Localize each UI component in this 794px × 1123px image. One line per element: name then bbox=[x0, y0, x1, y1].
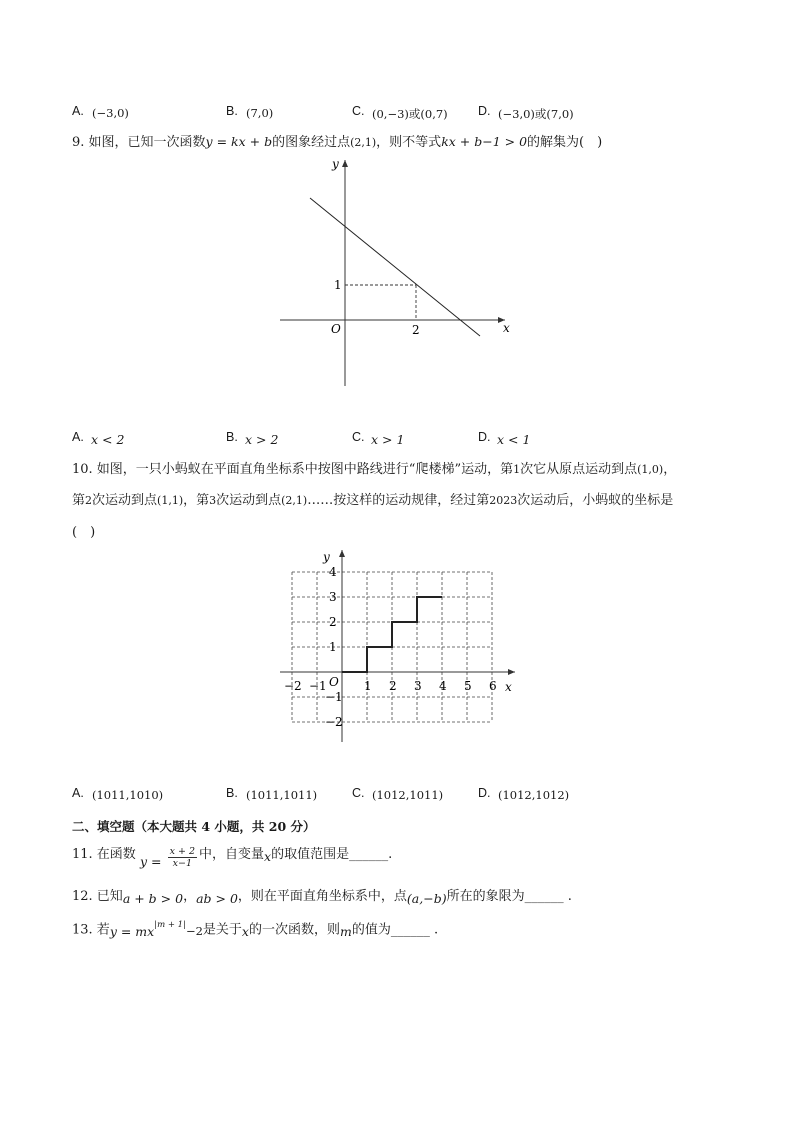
q13-variable-m: m bbox=[339, 924, 352, 940]
q9-stem-suffix: 的解集为( ) bbox=[527, 135, 603, 150]
q10-figure bbox=[275, 545, 525, 750]
q10-stem-line1 bbox=[72, 462, 676, 478]
q10-answer-paren: ( ) bbox=[72, 525, 96, 540]
q10-x-tick-label: 1 bbox=[364, 679, 372, 693]
q13-prefix: 13. 若 bbox=[72, 922, 110, 938]
section-heading-fill-in: 二、填空题（本大题共 4 小题，共 20 分） bbox=[72, 819, 316, 834]
q9-option-d-text: x < 1 bbox=[497, 432, 531, 447]
q13-mid2: 的一次函数，则 bbox=[248, 922, 340, 938]
q10-option-a-letter: A. bbox=[72, 786, 84, 800]
q12-condition-1: a + b > 0 bbox=[122, 891, 184, 906]
q10-x-label: x bbox=[505, 680, 512, 694]
q9-figure bbox=[270, 150, 520, 395]
q11-fraction bbox=[168, 846, 197, 869]
q8-option-b-letter: B. bbox=[226, 104, 238, 118]
q10-x-tick-label: 6 bbox=[489, 679, 497, 693]
q10-x-tick-label: 4 bbox=[439, 679, 447, 693]
q10-x-tick-label: −1 bbox=[309, 679, 327, 693]
q10-option-d-text: (1012,1012) bbox=[498, 788, 570, 802]
q9-tick-x-label: 2 bbox=[412, 323, 420, 337]
q9-y-label: y bbox=[332, 157, 339, 171]
q10-line2-text-e: ……按这样的运动规律，经过第 bbox=[307, 493, 490, 508]
q9-point: (2,1) bbox=[350, 136, 377, 149]
q10-option-a-text: (1011,1010) bbox=[92, 788, 164, 802]
q8-option-c-text: (0,−3)或(0,7) bbox=[372, 107, 448, 121]
q11-prefix: 11. 在函数 bbox=[72, 847, 136, 862]
q12-prefix: 12. 已知 bbox=[72, 889, 123, 904]
q11-stem bbox=[72, 846, 392, 876]
q10-line2-text-c: ，第 bbox=[183, 493, 210, 508]
q10-y-label: y bbox=[323, 550, 330, 564]
q11-numerator: x + 2 bbox=[169, 846, 196, 857]
q8-option-b-text: (7,0) bbox=[246, 106, 274, 120]
q9-option-b-text: x > 2 bbox=[245, 432, 279, 447]
q10-line2-num: 2 bbox=[85, 494, 93, 507]
q9-option-a-letter: A. bbox=[72, 430, 84, 444]
q10-line2-text-a: 第 bbox=[72, 493, 86, 508]
q10-option-b-letter: B. bbox=[226, 786, 238, 800]
q10-y-tick-label: 2 bbox=[329, 615, 337, 629]
q10-stem-line2 bbox=[72, 493, 673, 509]
q8-option-d-letter: D. bbox=[478, 104, 491, 118]
q12-stem bbox=[72, 888, 572, 905]
q10-line1-text-a: 10. 如图，一只小蚂蚁在平面直角坐标系中按图中路线进行“爬楼梯”运动，第 bbox=[72, 462, 514, 477]
q9-tick-y-label: 1 bbox=[334, 278, 342, 292]
q9-option-a-text: x < 2 bbox=[91, 432, 125, 447]
q11-denominator: x−1 bbox=[172, 858, 192, 869]
q8-option-d-text: (−3,0)或(7,0) bbox=[498, 107, 574, 121]
q13-suffix-blank: 的值为______ . bbox=[351, 922, 439, 938]
q10-option-d-letter: D. bbox=[478, 786, 491, 800]
q10-y-tick-label: −1 bbox=[325, 690, 343, 704]
q10-option-c-letter: C. bbox=[352, 786, 365, 800]
q9-origin-label: O bbox=[331, 322, 341, 336]
q10-y-tick-label: 3 bbox=[329, 590, 337, 604]
q13-stem bbox=[72, 918, 438, 938]
q10-y-tick-label: 1 bbox=[329, 640, 337, 654]
q12-mid: ，则在平面直角坐标系中，点 bbox=[237, 889, 407, 904]
q10-x-tick-label: −2 bbox=[284, 679, 302, 693]
q10-x-tick-labels bbox=[284, 679, 497, 693]
q10-line2-num3: 3 bbox=[209, 494, 217, 507]
q10-origin-label: O bbox=[329, 675, 339, 689]
q11-y-equals: y = bbox=[139, 854, 162, 869]
q10-line2-point1: (1,1) bbox=[157, 494, 184, 507]
q12-suffix-blank: 所在的象限为______ . bbox=[446, 889, 572, 904]
q9-stem-mid2: ，则不等式 bbox=[376, 135, 442, 150]
q13-exponent: |m + 1| bbox=[154, 920, 186, 930]
q10-line1-text-b: 次它从原点运动到点 bbox=[520, 462, 638, 477]
q10-x-tick-label: 3 bbox=[414, 679, 422, 693]
q10-x-tick-label: 2 bbox=[389, 679, 397, 693]
q12-separator: ， bbox=[183, 889, 197, 904]
q10-line2-text-b: 次运动到点 bbox=[92, 493, 158, 508]
q9-function: y = kx + b bbox=[205, 134, 273, 149]
q8-option-a-letter: A. bbox=[72, 104, 84, 118]
q13-mid: 是关于 bbox=[202, 922, 242, 938]
q8-option-a-text: (−3,0) bbox=[92, 106, 129, 120]
q11-mid: 中，自变量 bbox=[199, 847, 265, 862]
q10-line2-point2: (2,1) bbox=[281, 494, 308, 507]
q9-option-c-text: x > 1 bbox=[371, 432, 405, 447]
q11-variable: x bbox=[264, 849, 272, 864]
q10-line2-text-f: 次运动后，小蚂蚁的坐标是 bbox=[517, 493, 674, 508]
q10-line2-text-d: 次运动到点 bbox=[216, 493, 282, 508]
q9-function-line bbox=[310, 198, 480, 336]
q10-line1-point: (1,0) bbox=[637, 463, 664, 476]
q8-option-c-letter: C. bbox=[352, 104, 365, 118]
q13-function: y = mx bbox=[109, 924, 155, 940]
q9-inequality: kx + b−1 > 0 bbox=[441, 134, 528, 149]
q10-line2-num2023: 2023 bbox=[489, 494, 518, 507]
q9-x-label: x bbox=[503, 321, 510, 335]
q10-line1-num: 1 bbox=[513, 463, 521, 476]
q12-condition-2: ab > 0 bbox=[196, 891, 238, 906]
q10-y-tick-label: 4 bbox=[329, 565, 337, 579]
q9-stem-prefix: 9. 如图，已知一次函数 bbox=[72, 135, 206, 150]
q13-variable-x: x bbox=[241, 924, 249, 940]
q10-y-tick-label: −2 bbox=[325, 715, 343, 729]
q9-option-d-letter: D. bbox=[478, 430, 491, 444]
q10-line1-text-c: ， bbox=[663, 462, 677, 477]
q10-option-b-text: (1011,1011) bbox=[246, 788, 318, 802]
q9-stem-mid: 的图象经过点 bbox=[272, 135, 351, 150]
q9-option-b-letter: B. bbox=[226, 430, 238, 444]
q9-stem bbox=[72, 134, 602, 151]
q10-option-c-text: (1012,1011) bbox=[372, 788, 444, 802]
q12-point: (a,−b) bbox=[406, 891, 447, 906]
q10-x-tick-label: 5 bbox=[464, 679, 472, 693]
q13-constant: −2 bbox=[185, 924, 203, 939]
q9-option-c-letter: C. bbox=[352, 430, 365, 444]
q11-suffix-blank: 的取值范围是______. bbox=[271, 847, 393, 862]
